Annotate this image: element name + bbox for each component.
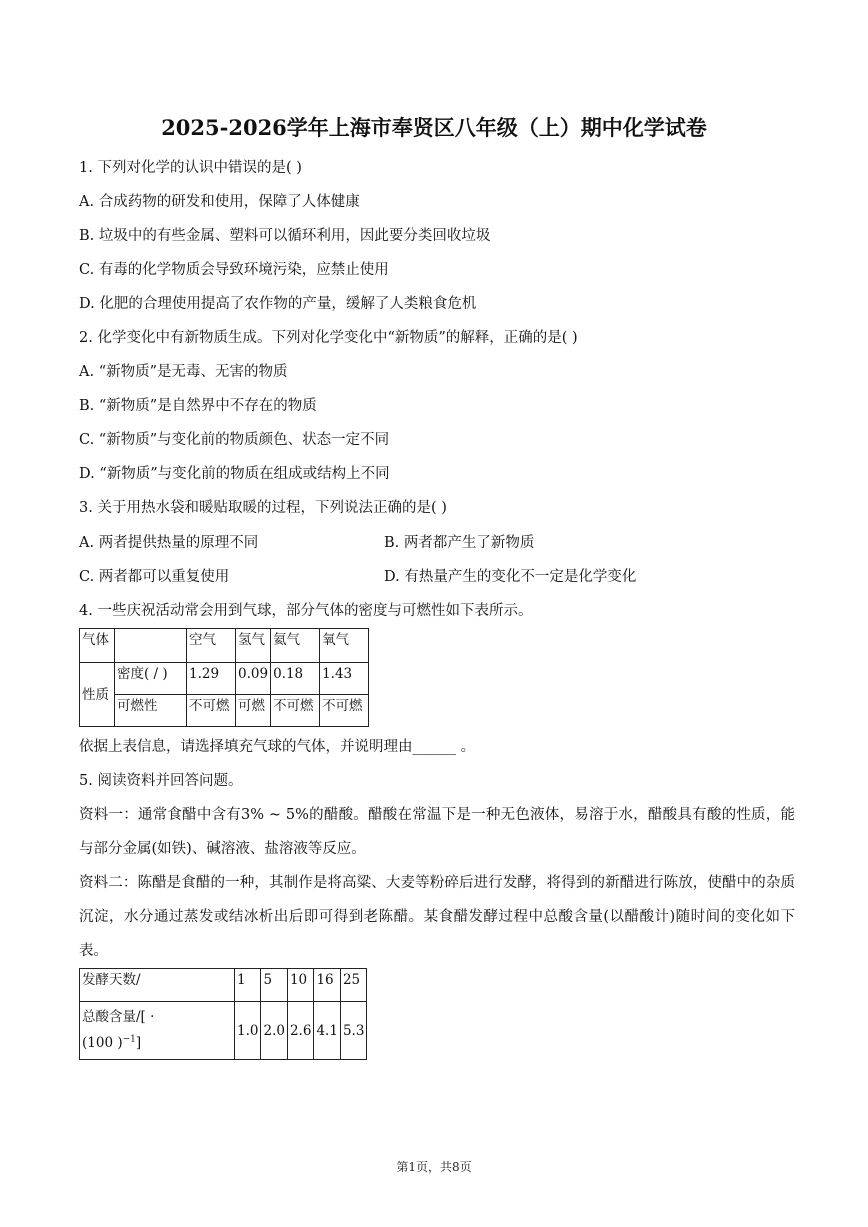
table-cell: 可燃 (236, 695, 271, 727)
q2-option-b: B. “新物质”是自然界中不存在的物质 (79, 398, 317, 414)
table-cell: 1.0 (235, 1002, 261, 1060)
table-header-cell: 氢气 (236, 629, 271, 663)
table-header-cell: 气体 (80, 629, 115, 663)
q1-option-d: D. 化肥的合理使用提高了农作物的产量，缓解了人类粮食危机 (79, 296, 477, 312)
table-header-cell: 氦气 (271, 629, 320, 663)
q3-option-a: A. 两者提供热量的原理不同 (79, 535, 259, 551)
q1-option-c: C. 有毒的化学物质会导致环境污染，应禁止使用 (79, 262, 389, 278)
table-cell: 1.29 (187, 663, 236, 695)
table-cell: 1.43 (320, 663, 369, 695)
q3-option-c: C. 两者都可以重复使用 (79, 569, 230, 585)
table-header-cell: 氧气 (320, 629, 369, 663)
q3-stem: 3. 关于用热水袋和暖贴取暖的过程，下列说法正确的是( ) (79, 500, 447, 516)
table-header-cell: 空气 (187, 629, 236, 663)
table-cell: 4.1 (314, 1002, 340, 1060)
table-cell: 不可燃 (320, 695, 369, 727)
table-row-label (80, 1002, 235, 1060)
table-cell: 1 (235, 969, 261, 1002)
table-row (80, 1002, 367, 1060)
acidity-label-close: ] (135, 1035, 142, 1051)
table-row (80, 663, 369, 695)
table-cell: 不可燃 (271, 695, 320, 727)
table-row (80, 629, 369, 663)
q1-option-a: A. 合成药物的研发和使用，保障了人体健康 (79, 194, 360, 210)
q1-stem: 1. 下列对化学的认识中错误的是( ) (79, 160, 302, 176)
table-cell: 2.0 (261, 1002, 287, 1060)
q2-option-d: D. “新物质”与变化前的物质在组成或结构上不同 (79, 466, 390, 482)
q4-stem: 4. 一些庆祝活动常会用到气球，部分气体的密度与可燃性如下表所示。 (79, 603, 533, 619)
table-cell: 不可燃 (187, 695, 236, 727)
table-cell: 0.18 (271, 663, 320, 695)
q4-answer-prompt: 依据上表信息，请选择填充气球的气体，并说明理由______ 。 (79, 739, 476, 755)
q3-option-d: D. 有热量产生的变化不一定是化学变化 (384, 569, 637, 585)
table-cell: 16 (314, 969, 340, 1002)
q2-option-c: C. “新物质”与变化前的物质颜色、状态一定不同 (79, 432, 390, 448)
table-cell: 25 (340, 969, 366, 1002)
q2-option-a: A. “新物质”是无毒、无害的物质 (79, 364, 288, 380)
table-header-cell (115, 629, 187, 663)
page-footer: 第1页，共8页 (396, 1160, 472, 1174)
q5-material-2: 资料二：陈醋是食醋的一种，其制作是将高粱、大麦等粉碎后进行发酵，将得到的新醋进行陈放，使醋中的杂质沉淀，水分通过蒸发或结冰析出后即可得到老陈醋。某食醋发酵过程中总酸含量(以醋酸计)随时间的变化如下表。 (79, 875, 795, 959)
table-row (80, 695, 369, 727)
q3-option-b: B. 两者都产生了新物质 (384, 535, 535, 551)
acidity-label-exponent: −1 (122, 1034, 136, 1045)
q2-stem: 2. 化学变化中有新物质生成。下列对化学变化中“新物质”的解释，正确的是( ) (79, 330, 578, 346)
q5-stem: 5. 阅读资料并回答问题。 (79, 773, 243, 789)
table-cell: 5 (261, 969, 287, 1002)
table-cell: 2.6 (287, 1002, 313, 1060)
table-group-label: 性质 (80, 663, 115, 727)
gas-properties-table (79, 628, 369, 727)
vinegar-acidity-table (79, 968, 367, 1060)
table-cell: 0.09 (236, 663, 271, 695)
table-row (80, 969, 367, 1002)
q5-material-1: 资料一：通常食醋中含有3% ~ 5%的醋酸。醋酸在常温下是一种无色液体，易溶于水，醋酸具有酸的性质，能与部分金属(如铁)、碱溶液、盐溶液等反应。 (79, 807, 795, 857)
acidity-label-line-2: (100 ) (82, 1035, 123, 1051)
table-row-label: 密度( / ) (115, 663, 187, 695)
table-cell: 5.3 (340, 1002, 366, 1060)
exam-title: 2025-2026学年上海市奉贤区八年级（上）期中化学试卷 (161, 115, 707, 140)
table-row-label: 发酵天数/ (80, 969, 235, 1002)
table-row-label: 可燃性 (115, 695, 187, 727)
q1-option-b: B. 垃圾中的有些金属、塑料可以循环利用，因此要分类回收垃圾 (79, 228, 491, 244)
table-cell: 10 (287, 969, 313, 1002)
acidity-label-line-1: 总酸含量/[ · (82, 1009, 155, 1025)
